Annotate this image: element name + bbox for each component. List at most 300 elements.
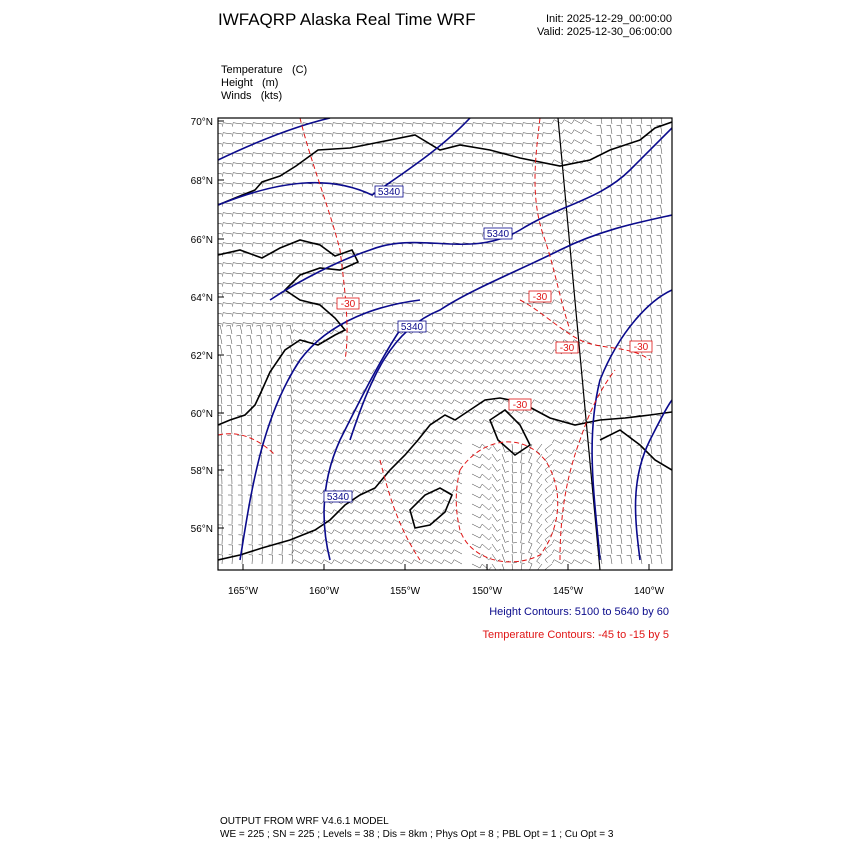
wind-barb xyxy=(277,365,282,374)
wind-barb xyxy=(302,400,312,404)
wind-barb xyxy=(412,470,422,474)
height-contour-label xyxy=(398,321,426,333)
wind-barb xyxy=(607,395,613,404)
wind-barb xyxy=(402,360,412,364)
wind-barb xyxy=(503,183,513,187)
wind-barb xyxy=(617,545,623,554)
wind-barb xyxy=(545,484,552,493)
wind-barb xyxy=(647,295,653,304)
wind-barb xyxy=(597,335,603,344)
wind-barb xyxy=(483,223,493,227)
wind-barb xyxy=(493,293,503,297)
wind-barb xyxy=(543,223,553,227)
wind-barb xyxy=(607,115,613,124)
wind-barb xyxy=(303,233,313,237)
wind-barb xyxy=(607,465,613,474)
wind-barb xyxy=(343,243,353,247)
wind-barb xyxy=(392,410,402,414)
wind-barb xyxy=(552,310,562,314)
wind-barb xyxy=(513,203,523,207)
wind-barb xyxy=(228,465,232,474)
wind-barb xyxy=(543,133,553,137)
wind-barb xyxy=(512,524,517,533)
wind-barb xyxy=(253,273,263,277)
wind-barb xyxy=(483,263,493,267)
wind-barb xyxy=(529,484,533,494)
wind-barb xyxy=(627,515,633,524)
wind-barb xyxy=(543,173,553,177)
wind-barb xyxy=(273,123,283,127)
wind-barb xyxy=(492,360,502,364)
wind-barb xyxy=(552,220,562,224)
temp-contour-label xyxy=(337,298,359,310)
wind-barb xyxy=(432,390,442,394)
wind-barb xyxy=(442,410,452,414)
wind-barb xyxy=(657,435,663,444)
wind-barb xyxy=(423,273,433,277)
wind-barb xyxy=(353,163,363,167)
wind-barb xyxy=(617,185,623,194)
wind-barb xyxy=(292,450,302,454)
wind-barb xyxy=(343,153,353,157)
wind-barb xyxy=(213,143,223,147)
wind-barb xyxy=(463,263,473,267)
wind-barb xyxy=(512,494,517,503)
wind-barb xyxy=(393,293,403,297)
wind-barb xyxy=(537,484,542,494)
svg-text:5340: 5340 xyxy=(486,229,510,240)
wind-barb xyxy=(562,300,572,304)
wind-barb xyxy=(492,420,502,424)
wind-barb xyxy=(322,560,332,564)
wind-barb xyxy=(218,525,222,534)
wind-barb xyxy=(332,460,342,464)
wind-barb xyxy=(302,330,312,334)
wind-barb xyxy=(552,380,562,384)
wind-barb xyxy=(333,193,343,197)
wind-barb xyxy=(492,514,500,521)
wind-barb xyxy=(363,183,373,187)
wind-barb xyxy=(322,420,332,424)
wind-barb xyxy=(313,123,323,127)
wind-barb xyxy=(303,293,313,297)
wind-barb xyxy=(422,480,432,484)
wind-barb xyxy=(302,460,312,464)
temp-contour-label xyxy=(630,341,652,353)
wind-barb xyxy=(283,153,293,157)
wind-barb xyxy=(453,193,463,197)
wind-barb xyxy=(302,520,312,524)
wind-barb xyxy=(537,474,542,484)
wind-barb xyxy=(562,490,572,494)
wind-barb xyxy=(412,410,422,414)
wind-barb xyxy=(503,243,513,247)
wind-barb xyxy=(277,405,282,414)
wind-barb xyxy=(432,450,442,454)
wind-barb xyxy=(258,505,262,514)
wind-barb xyxy=(647,235,653,244)
wind-barb xyxy=(353,123,363,127)
wind-barb xyxy=(228,535,232,544)
wind-barb xyxy=(562,460,572,464)
wind-barb xyxy=(512,380,522,384)
wind-barb xyxy=(373,213,383,217)
wind-barb xyxy=(572,370,582,374)
wind-barb xyxy=(227,435,232,444)
wind-barb xyxy=(373,323,383,327)
wind-barb xyxy=(273,153,283,157)
wind-barb xyxy=(582,510,592,514)
wind-barb xyxy=(412,480,422,484)
wind-barb xyxy=(289,555,293,564)
coastline-peninsula xyxy=(218,398,672,560)
wind-barb xyxy=(647,165,653,174)
wind-barb xyxy=(332,420,342,424)
wind-barb xyxy=(502,494,509,502)
wind-barb xyxy=(637,365,643,374)
wind-barb xyxy=(283,203,293,207)
wind-barb xyxy=(402,540,412,544)
wind-barb xyxy=(287,425,292,434)
wind-barb xyxy=(562,280,572,284)
wind-barb xyxy=(226,335,232,344)
lon-label: 145°W xyxy=(552,586,584,597)
wind-barb xyxy=(533,123,543,127)
wind-barb xyxy=(423,253,433,257)
wind-barb xyxy=(263,203,273,207)
wind-barb xyxy=(292,330,302,334)
wind-barb xyxy=(392,450,402,454)
wind-barb xyxy=(503,313,513,317)
wind-barb xyxy=(352,340,362,344)
wind-barb xyxy=(343,123,353,127)
wind-barb xyxy=(403,313,413,317)
wind-barb xyxy=(287,415,292,424)
wind-barb xyxy=(283,223,293,227)
coastline-north xyxy=(218,122,672,205)
field-winds-name: Winds xyxy=(221,90,252,102)
wind-barb xyxy=(627,295,633,304)
wind-barb xyxy=(473,213,483,217)
wind-barb xyxy=(363,253,373,257)
wind-barb xyxy=(542,420,552,424)
wind-barb xyxy=(512,360,522,364)
wind-barb xyxy=(617,275,623,284)
wind-barb xyxy=(647,135,653,144)
wind-barb xyxy=(492,464,500,471)
wind-barb xyxy=(492,534,500,541)
wind-barb xyxy=(572,400,582,404)
wind-barb xyxy=(302,370,312,374)
wind-barb xyxy=(442,390,452,394)
wind-barb xyxy=(647,525,653,534)
wind-barb xyxy=(597,315,603,324)
wind-barb xyxy=(392,430,402,434)
wind-barb xyxy=(597,345,603,354)
wind-barb xyxy=(647,315,653,324)
wind-barb xyxy=(521,484,525,494)
wind-barb xyxy=(213,193,223,197)
wind-barb xyxy=(233,183,243,187)
wind-barb xyxy=(597,115,603,124)
wind-barb xyxy=(322,530,332,534)
wind-barb xyxy=(473,323,483,327)
wind-barb xyxy=(253,233,263,237)
wind-barb xyxy=(213,183,223,187)
wind-barb xyxy=(582,530,592,534)
wind-barb xyxy=(372,440,382,444)
wind-barb xyxy=(512,370,522,374)
wind-barb xyxy=(258,495,262,504)
wind-barb xyxy=(223,213,233,217)
wind-barb xyxy=(286,325,292,334)
wind-barb xyxy=(552,520,562,524)
wind-barb xyxy=(562,130,572,134)
wind-barb xyxy=(627,305,633,314)
wind-barb xyxy=(277,445,282,454)
wind-barb xyxy=(243,303,253,307)
wind-barb xyxy=(482,514,491,520)
wind-barb xyxy=(627,525,633,534)
svg-text:-30: -30 xyxy=(633,342,649,353)
wind-barb xyxy=(283,303,293,307)
wind-barb xyxy=(293,213,303,217)
wind-barb xyxy=(233,163,243,167)
wind-barb xyxy=(333,163,343,167)
wind-barb xyxy=(443,213,453,217)
wind-barb xyxy=(537,534,542,544)
wind-barb xyxy=(342,400,352,404)
wind-barb xyxy=(472,504,482,508)
wind-barb xyxy=(412,530,422,534)
wind-barb xyxy=(647,185,653,194)
wind-barb xyxy=(523,203,533,207)
wind-barb xyxy=(383,163,393,167)
svg-text:-30: -30 xyxy=(512,400,528,411)
wind-barb xyxy=(322,410,332,414)
wind-barb xyxy=(432,440,442,444)
wind-barb xyxy=(597,445,603,454)
wind-barb xyxy=(597,125,603,134)
wind-barb xyxy=(627,405,633,414)
wind-barb xyxy=(647,425,653,434)
wind-barb xyxy=(223,283,233,287)
wind-barb xyxy=(243,213,253,217)
wind-barb xyxy=(607,555,613,564)
wind-barb xyxy=(543,143,553,147)
wind-barb xyxy=(342,470,352,474)
wind-barb xyxy=(313,313,323,317)
wind-barb xyxy=(243,153,253,157)
wind-barb xyxy=(433,193,443,197)
wind-barb xyxy=(503,133,513,137)
wind-barb xyxy=(433,203,443,207)
wind-barb xyxy=(213,223,223,227)
wind-barb xyxy=(502,524,509,532)
wind-barb xyxy=(362,450,372,454)
wind-barb xyxy=(263,233,273,237)
wind-barb xyxy=(253,163,263,167)
wind-barb xyxy=(442,420,452,424)
wind-barb xyxy=(313,293,323,297)
wind-barb xyxy=(627,535,633,544)
wind-barb xyxy=(217,355,223,364)
wind-barb xyxy=(372,420,382,424)
wind-barb xyxy=(442,340,452,344)
wind-barb xyxy=(607,495,613,504)
wind-barb xyxy=(289,545,293,554)
wind-barb xyxy=(227,365,232,374)
wind-barb xyxy=(512,544,517,553)
wind-barb xyxy=(552,130,562,134)
wind-barb xyxy=(452,420,462,424)
wind-barb xyxy=(278,515,282,524)
wind-barb xyxy=(273,193,283,197)
wind-barb xyxy=(482,330,492,334)
wind-barb xyxy=(617,505,623,514)
wind-barb xyxy=(533,233,543,237)
wind-barb xyxy=(372,400,382,404)
wind-barb xyxy=(303,193,313,197)
wind-barb xyxy=(412,490,422,494)
wind-barb xyxy=(502,514,509,522)
wind-barb xyxy=(473,253,483,257)
wind-barb xyxy=(582,330,592,334)
wind-barb xyxy=(433,133,443,137)
wind-barb xyxy=(462,430,472,434)
wind-barb xyxy=(223,243,233,247)
wind-barb xyxy=(582,380,592,384)
wind-barb xyxy=(323,153,333,157)
wind-barb xyxy=(402,480,412,484)
wind-barb xyxy=(627,205,633,214)
wind-barb xyxy=(463,313,473,317)
wind-barb xyxy=(562,550,572,554)
wind-barb xyxy=(312,410,322,414)
wind-barb xyxy=(627,115,633,124)
wind-barb xyxy=(482,340,492,344)
wind-barb xyxy=(537,494,542,504)
wind-barb xyxy=(452,370,462,374)
wind-barb xyxy=(442,560,452,564)
wind-barb xyxy=(647,325,653,334)
wind-barb xyxy=(302,410,312,414)
wind-barb xyxy=(637,495,643,504)
wind-barb xyxy=(572,300,582,304)
wind-barb xyxy=(213,313,223,317)
wind-barb xyxy=(342,560,352,564)
wind-barb xyxy=(572,390,582,394)
wind-barb xyxy=(521,524,525,534)
wind-barb xyxy=(617,475,623,484)
wind-barb xyxy=(383,123,393,127)
wind-barb xyxy=(422,560,432,564)
wind-barb xyxy=(323,283,333,287)
svg-text:5340: 5340 xyxy=(377,187,401,198)
wind-barb xyxy=(513,183,523,187)
wind-barb xyxy=(257,375,262,384)
wind-barb xyxy=(657,255,663,264)
wind-barb xyxy=(473,123,483,127)
wind-barb xyxy=(533,273,543,277)
wind-barb xyxy=(332,370,342,374)
wind-barb xyxy=(597,305,603,314)
wind-barb xyxy=(637,285,643,294)
wind-barb xyxy=(627,475,633,484)
wind-barb xyxy=(372,540,382,544)
wind-barb xyxy=(276,345,282,354)
wind-barb xyxy=(382,560,392,564)
wind-barb xyxy=(452,490,462,494)
wind-barb xyxy=(292,440,302,444)
wind-barb xyxy=(413,183,423,187)
wind-barb xyxy=(312,390,322,394)
wind-barb xyxy=(279,555,283,564)
wind-barb xyxy=(363,323,373,327)
wind-barb xyxy=(637,505,643,514)
wind-barb xyxy=(607,125,613,134)
wind-barb xyxy=(288,495,292,504)
wind-barb xyxy=(657,485,663,494)
wind-barb xyxy=(637,265,643,274)
wind-barb xyxy=(617,165,623,174)
wind-barb xyxy=(392,390,402,394)
wind-barb xyxy=(512,390,522,394)
wind-barb xyxy=(647,495,653,504)
wind-barb xyxy=(607,255,613,264)
wind-barb xyxy=(552,230,562,234)
lat-label: 64°N xyxy=(190,293,213,304)
wind-barb xyxy=(228,525,232,534)
wind-barb xyxy=(402,490,412,494)
wind-barb xyxy=(582,130,592,134)
wind-barb xyxy=(523,253,533,257)
wind-barb xyxy=(452,540,462,544)
wind-barb xyxy=(529,474,533,484)
wind-barb xyxy=(273,203,283,207)
wind-barb xyxy=(292,350,302,354)
wind-barb xyxy=(637,245,643,254)
wind-barb xyxy=(276,325,282,334)
wind-barb xyxy=(443,323,453,327)
wind-barb xyxy=(582,490,592,494)
wind-barb xyxy=(452,350,462,354)
wind-barb xyxy=(413,303,423,307)
field-height-name: Height xyxy=(221,77,253,89)
wind-barb xyxy=(332,520,342,524)
wind-barb xyxy=(512,444,517,453)
wind-barb xyxy=(263,273,273,277)
svg-text:-30: -30 xyxy=(532,292,548,303)
wind-barb xyxy=(572,220,582,224)
wind-barb xyxy=(362,330,372,334)
wind-barb xyxy=(513,263,523,267)
wind-barb xyxy=(552,170,562,174)
wind-barb xyxy=(333,173,343,177)
wind-barb xyxy=(423,233,433,237)
wind-barb xyxy=(533,183,543,187)
wind-barb xyxy=(238,455,243,464)
wind-barb xyxy=(572,530,582,534)
wind-barb xyxy=(422,550,432,554)
wind-barb xyxy=(263,173,273,177)
wind-barb xyxy=(403,253,413,257)
wind-barb xyxy=(248,535,252,544)
wind-barb xyxy=(246,325,252,334)
wind-barb xyxy=(402,440,412,444)
wind-barb xyxy=(657,215,663,224)
wind-barb xyxy=(293,263,303,267)
